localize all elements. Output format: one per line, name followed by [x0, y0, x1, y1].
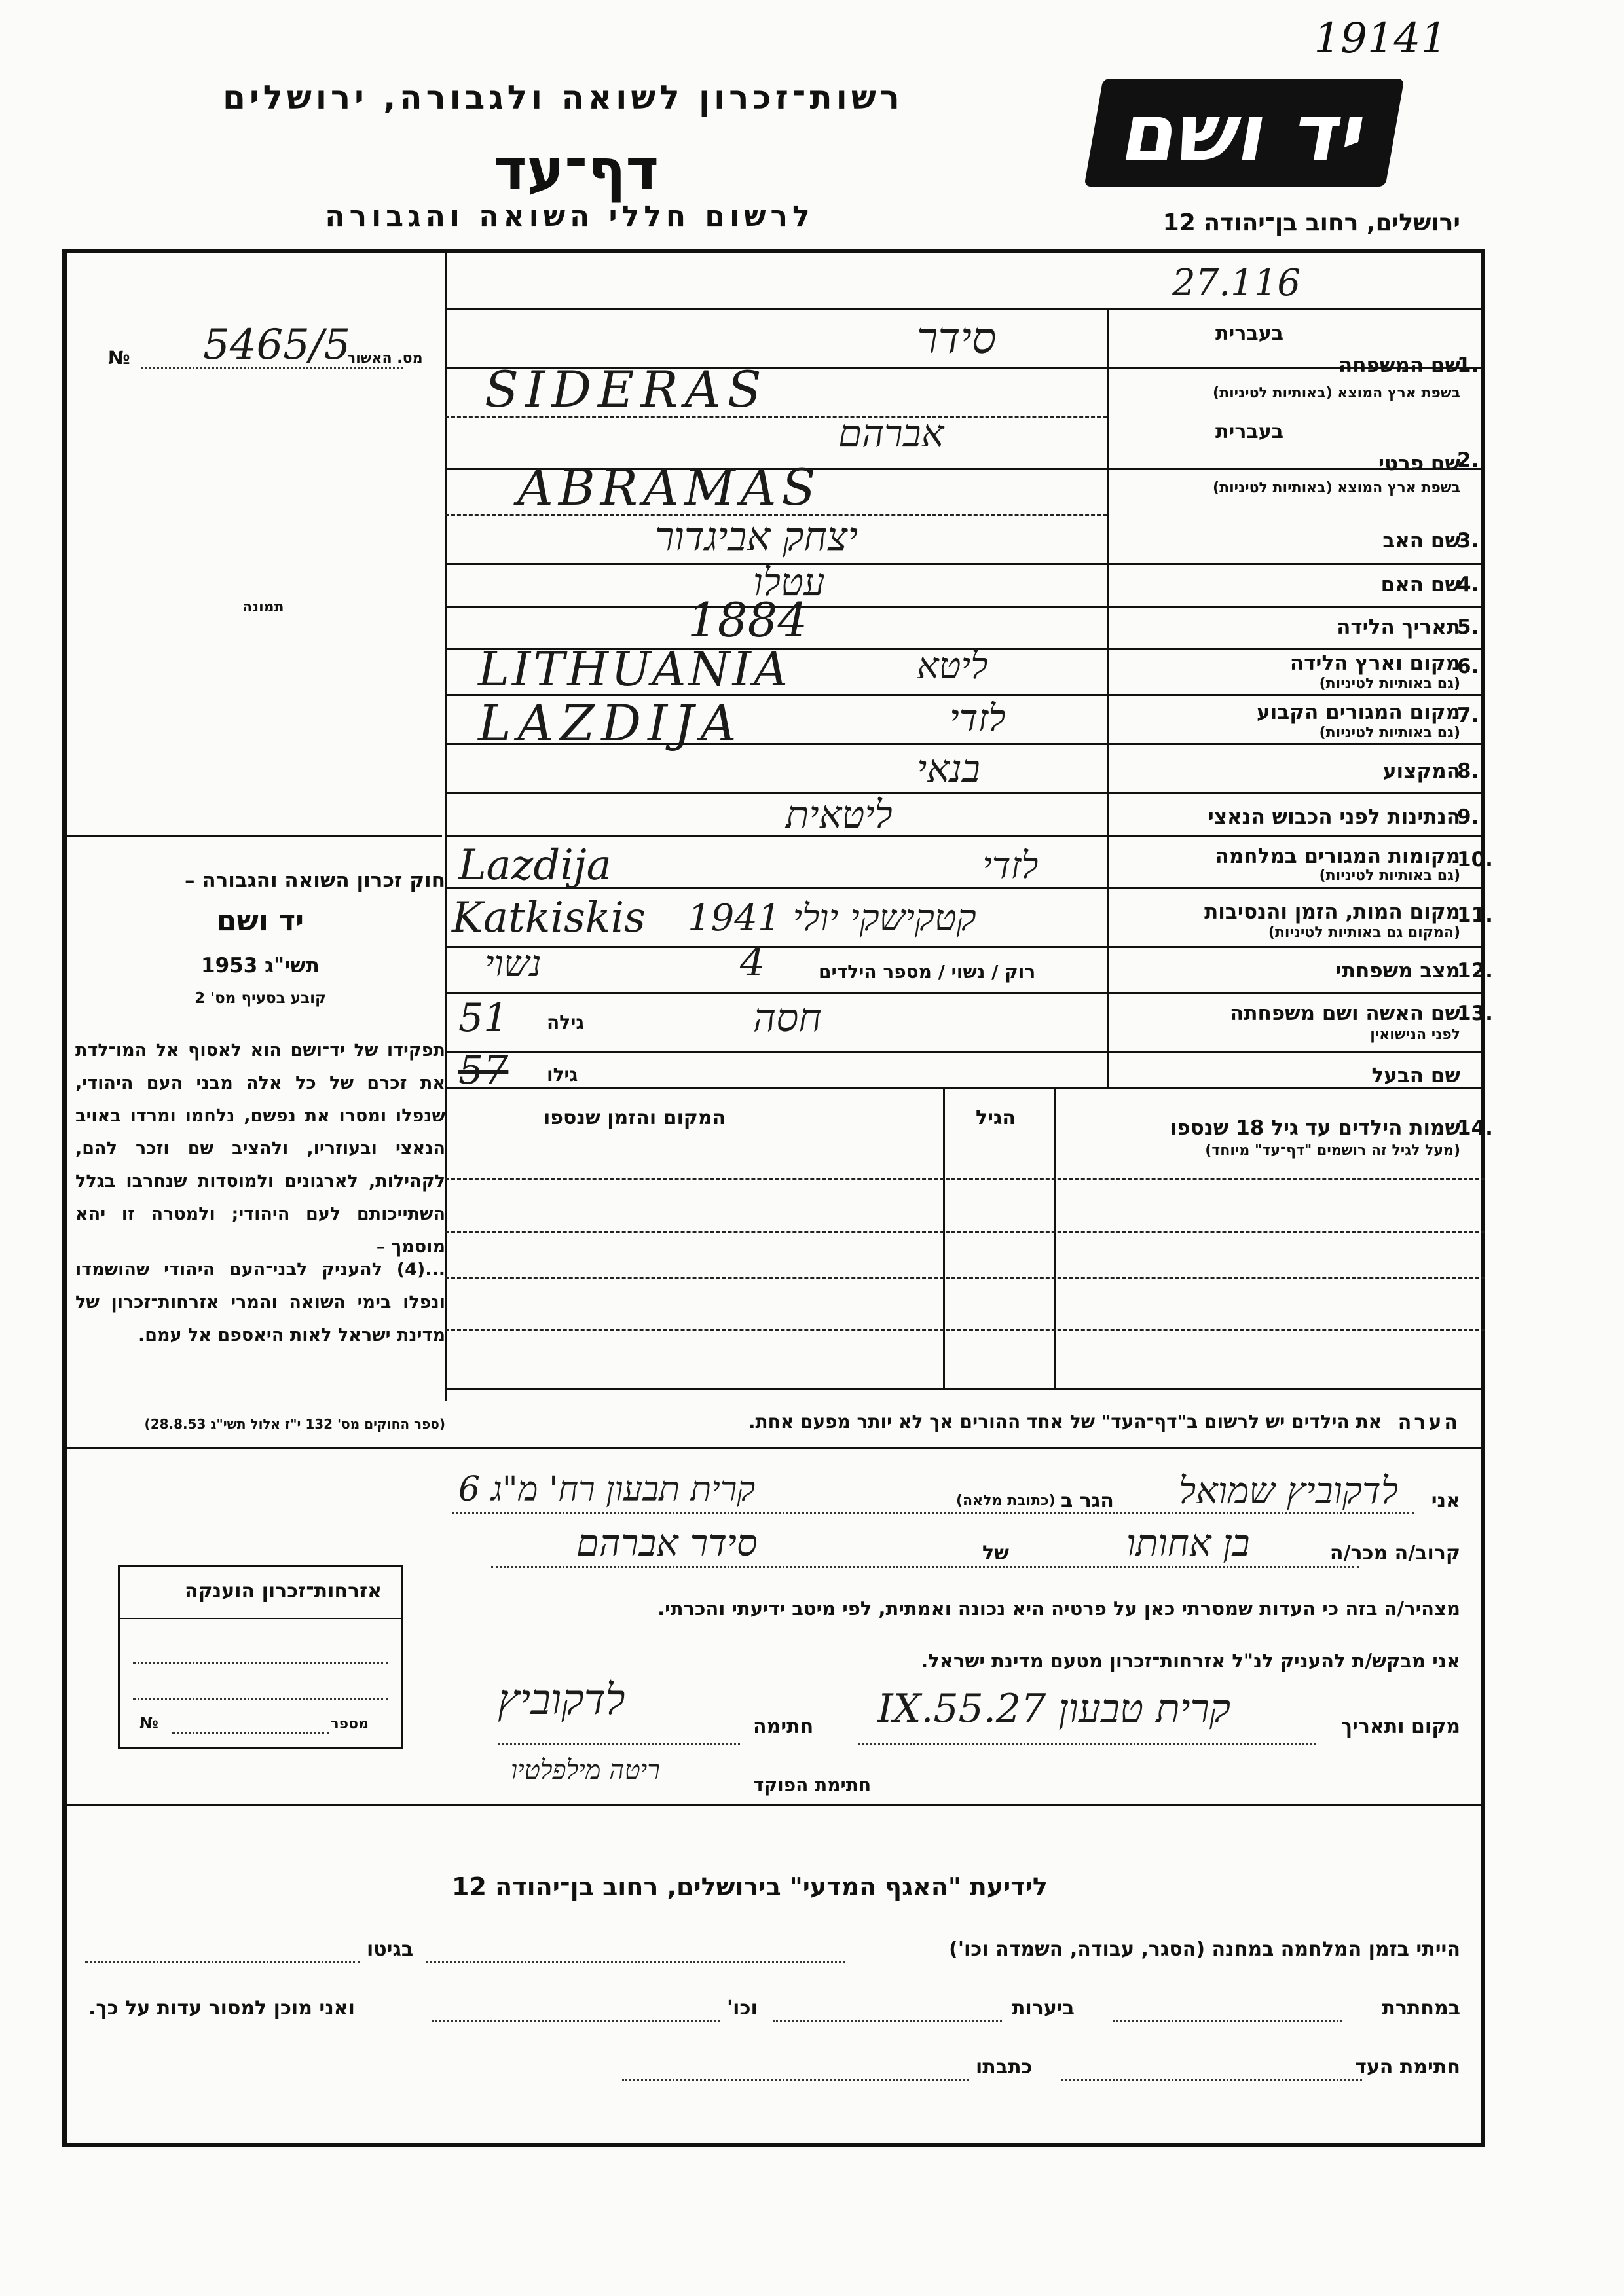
fill-line [141, 367, 403, 369]
place-date-value: קרית טבעון 27.IX.55 [877, 1686, 1231, 1732]
law-source: (ספר החוקים מס' 132 י"ז אלול תשי"ג 28.8.53) [144, 1416, 445, 1432]
grid-line [62, 1804, 1485, 1806]
footer-address-label: כתבתו [976, 2056, 1033, 2079]
fill-line [491, 1566, 1359, 1568]
birth-date-value: 1884 [688, 592, 808, 647]
law-year: תשי"ג 1953 [201, 954, 320, 977]
registration-label: מס. האשור [347, 350, 423, 367]
husband-name-label: שם הבעל [1371, 1064, 1460, 1087]
father-name-label: שם האב [1382, 529, 1460, 553]
of-label: של [982, 1542, 1009, 1565]
box-line [120, 1618, 401, 1619]
grid-line [445, 792, 1485, 794]
fill-line [622, 2079, 969, 2081]
officer-signature-label: חתימת הפוקד [753, 1774, 872, 1796]
field-number: 3. [1457, 529, 1479, 553]
field-number: 10. [1457, 848, 1493, 871]
declarant-signature: לדקוביץ [498, 1676, 625, 1724]
hebrew-sub-label: בעברית [1215, 322, 1283, 345]
father-name-value: יצחק אביגדור [655, 514, 858, 560]
row-separator [445, 1277, 1485, 1279]
death-place-latin: Katkiskis [452, 894, 646, 942]
citizenship-request: אני מבקש/ת להעניק לנ"ל אזרחות־זכרון מטעם מדינת ישראל. [921, 1650, 1460, 1672]
death-place-sublabel: (המקום גם באותיות לטיניות) [1268, 924, 1460, 941]
relative-label: קרוב/ה מכר/ה [1329, 1542, 1460, 1565]
grid-line [445, 835, 1485, 837]
mother-name-value: עטלו [753, 560, 825, 604]
field-number: 9. [1457, 805, 1479, 829]
first-name-label: שם פרטי [1378, 452, 1460, 475]
fill-line [172, 1732, 329, 1734]
law-text-continued: ...(4) להעניק לבני־העם היהודי שהושמדו ונפלו בימי השואה והמרי אזרחות־זכרון של מדינת ישראל לאות היאספם אל עמם. [75, 1260, 445, 1345]
family-name-hebrew: סידר [917, 313, 997, 363]
header-address: ירושלים, רחוב בן־יהודה 12 [1162, 210, 1460, 236]
nationality-value: ליטאית [786, 792, 893, 837]
law-text: תפקידו של יד־ושם הוא לאסוף אל המו־לדת את זכרם של כל אלה מבני העם היהודי, שנפלו ומסרו את נפשם, נלחמו ומרדו באויב הנאצי ובעוזריו, ולהציב שם וזכר להם, לקהילות, לארגונים ולמוסדות שנחרבו בגלל השתייכותם לעם היהודי; ולמטרה זו יהא מוסמך – [75, 1040, 445, 1257]
children-names-label: שמות הילדים עד גיל 18 שנספו [1170, 1116, 1460, 1140]
address-label: (כתובת מלאה) [956, 1493, 1056, 1509]
yad-vashem-logo: יד ושם [1084, 79, 1404, 187]
left-column-divider [445, 249, 447, 1401]
footer-forests-label: ביערות [1012, 1997, 1075, 2020]
children-col-divider [943, 1087, 945, 1388]
grid-line [62, 835, 442, 837]
first-name-latin: ABRAMAS [517, 458, 821, 517]
field-number: 4. [1457, 573, 1479, 596]
residing-label: הגר ב [1061, 1489, 1114, 1512]
footer-camp-label: הייתי בזמן המלחמה במחנה (הסגר, עבודה, השמדה וכו') [949, 1938, 1460, 1961]
footer-willing-label: ואני מוכן למסור עדות על כך. [88, 1997, 355, 2020]
birth-place-label: מקום וארץ הלידה [1289, 651, 1460, 675]
officer-signature: ריטה מילפלטיו [511, 1755, 660, 1785]
field-number: 13. [1457, 1002, 1493, 1025]
fill-line [133, 1698, 388, 1700]
grid-line [445, 1388, 1485, 1390]
profession-label: המקצוע [1382, 759, 1460, 783]
footer-etc-label: וכו' [727, 1997, 758, 2020]
field-number: 5. [1457, 615, 1479, 639]
law-clause: קובע בסעיף מס' 2 [194, 990, 326, 1007]
family-name-sublabel: בשפת ארץ המוצא (באותיות לטיניות) [1213, 385, 1460, 401]
memorial-number-sign: № [139, 1714, 158, 1732]
row-separator [445, 1231, 1485, 1233]
form-subtitle: לרשום חללי השואה והגבורה [325, 200, 815, 233]
signature-label: חתימה [753, 1715, 814, 1738]
birth-place-latin: LITHUANIA [478, 642, 790, 697]
fill-line [498, 1743, 740, 1745]
death-place-hebrew: קטקישקי יולי 1941 [688, 897, 976, 939]
husband-age-label: גילו [547, 1064, 578, 1085]
authority-title: רשות־זכרון לשואה ולגבורה, ירושלים [223, 79, 904, 117]
note-text: את הילדים יש לרשום ב"דף־העד" של אחד ההורים אך לא יותר מפעם אחת. [748, 1411, 1382, 1432]
children-names-sublabel: (מעל לגיל זה רושמים "דף־עד" מיוחד) [1205, 1142, 1460, 1159]
field-number: 11. [1457, 903, 1493, 927]
field-number: 2. [1457, 448, 1479, 472]
wartime-residence-latin: Lazdija [458, 841, 612, 890]
declarant-i-label: אני [1431, 1489, 1460, 1512]
wife-name-label: שם האשה ושם משפחתה [1230, 1002, 1460, 1025]
grid-line [445, 606, 1485, 608]
field-number: 1. [1457, 354, 1479, 377]
nationality-label: הנתינות לפני הכבוש הנאצי [1208, 805, 1460, 829]
footer-title: לידיעת "האגף המדעי" בירושלים, רחוב בן־יהודה 12 [452, 1872, 1048, 1901]
row-separator [445, 1178, 1485, 1180]
marital-status-value: נשוי [485, 943, 542, 985]
family-name-latin: SIDERAS [485, 360, 768, 418]
birth-place-hebrew: ליטא [917, 645, 988, 687]
hebrew-sub-label: בעברית [1215, 420, 1283, 443]
fill-line [85, 1961, 360, 1963]
record-number: 27.116 [1172, 262, 1301, 304]
footer-ghetto-label: בגיטו [367, 1938, 414, 1961]
fill-line [1061, 2079, 1362, 2081]
wife-age-value: 51 [458, 995, 509, 1041]
footer-underground-label: במחתרת [1382, 1997, 1460, 2020]
field-number: 8. [1457, 759, 1479, 783]
footer-witness-signature-label: חתימת העד [1355, 2056, 1460, 2079]
residence-latin: LAZDIJA [478, 694, 743, 752]
registration-number: 5465/5 [203, 321, 351, 369]
age-column-header: הגיל [976, 1106, 1016, 1129]
grid-line [62, 1447, 1485, 1449]
first-name-hebrew: אברהם [838, 411, 944, 456]
field-number: 6. [1457, 655, 1479, 678]
note-label: הערה [1397, 1411, 1460, 1434]
fill-line [1113, 2020, 1342, 2022]
residence-sublabel: (גם באותיות לטיניות) [1319, 725, 1460, 741]
fill-line [426, 1961, 845, 1963]
wartime-residence-hebrew: לזדי [982, 845, 1039, 887]
fill-line [432, 2020, 720, 2022]
registration-sign: № [108, 347, 130, 369]
fill-line [133, 1662, 388, 1664]
birth-date-label: תאריך הלידה [1337, 615, 1460, 639]
photo-label: תמונה [242, 599, 284, 615]
field-number: 7. [1457, 704, 1479, 727]
law-name: יד ושם [216, 904, 304, 938]
wife-age-label: גילה [547, 1011, 584, 1033]
wartime-residence-label: מקומות המגורים במלחמה [1215, 845, 1460, 868]
wife-name-value: חסה [753, 995, 822, 1041]
place-date-label: מקום ותאריך [1340, 1715, 1460, 1738]
law-title: חוק זכרון השואה והגבורה – [185, 869, 445, 892]
birth-place-sublabel: (גם באותיות לטיניות) [1319, 676, 1460, 692]
serial-number: 19141 [1314, 14, 1447, 63]
marital-status-label: מצב משפחתי [1335, 959, 1460, 983]
declarant-address: קרית תבעון רח' מ"ג 6 [458, 1470, 756, 1509]
children-count-value: 4 [740, 939, 766, 985]
grid-line [445, 946, 1485, 948]
declarant-name: לדקוביץ שמואל [1179, 1470, 1399, 1512]
first-name-sublabel: בשפת ארץ המוצא (באותיות לטיניות) [1213, 480, 1460, 496]
form-title: דף־עד [493, 137, 659, 203]
residence-label: מקום המגורים הקבוע [1257, 701, 1460, 724]
grid-line [445, 1051, 1485, 1053]
memorial-citizenship-box [118, 1565, 403, 1749]
death-place-label: מקום המות, הזמן והנסיבות [1204, 900, 1460, 924]
row-separator [445, 1329, 1485, 1331]
field-number: 12. [1457, 959, 1493, 983]
husband-age-value: 57 [458, 1048, 509, 1093]
mother-name-label: שם האם [1380, 573, 1460, 596]
wife-name-sublabel: לפני הנישואין [1370, 1027, 1460, 1043]
children-col-divider [1054, 1087, 1056, 1388]
residence-hebrew: לזדי [950, 697, 1006, 740]
fill-line [858, 1743, 1316, 1745]
of-name: סידר אברהם [576, 1522, 758, 1565]
grid-line [445, 308, 1485, 310]
label-column-divider [1107, 308, 1109, 1087]
memorial-number-label: מספר [330, 1716, 369, 1732]
memorial-box-title: אזרחות־זכרון הוענקה [184, 1580, 382, 1603]
children-count-label: רוק / נשוי / מספר הילדים [819, 961, 1036, 983]
fill-line [452, 1512, 1414, 1514]
profession-value: בנאי [917, 746, 980, 791]
grid-line [445, 563, 1485, 565]
grid-line [445, 992, 1485, 994]
place-column-header: המקום והזמן שנספו [544, 1106, 726, 1129]
declaration-statement: מצהיר/ה בזה כי העדות שמסרתי כאן על פרטיה היא נכונה ואמתית, לפי מיטב ידיעתי והכרתי. [657, 1597, 1460, 1620]
field-number: 14. [1457, 1116, 1493, 1140]
relation-value: בן אחותו [1126, 1522, 1250, 1565]
family-name-label: שם המשפחה [1338, 354, 1460, 377]
grid-line [445, 1087, 1485, 1089]
fill-line [773, 2020, 1002, 2022]
wartime-residence-sublabel: (גם באותיות לטיניות) [1319, 867, 1460, 884]
